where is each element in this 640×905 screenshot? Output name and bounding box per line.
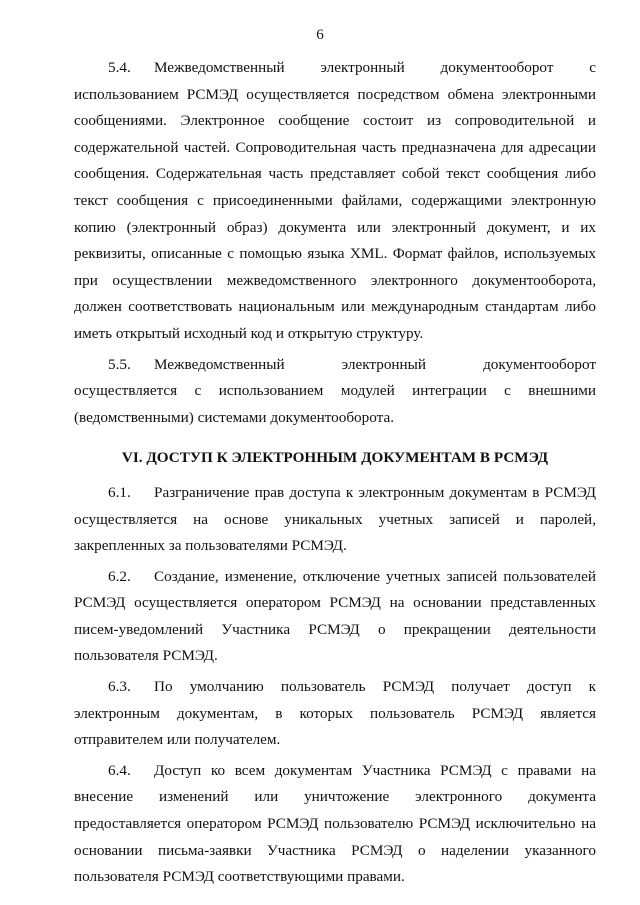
paragraph-text: Межведомственный электронный документооборот с использованием РСМЭД осуществляется посредством обмена электронными сообщениями. Электронное сообщение состоит из сопроводительной и содержательной частей. Сопроводительная часть предназначена для адресации сообщения. Содержательная часть представляет собой текст сообщения либо текст сообщения с присоединенными файлами, содержащими электронную копию (электронный образ) документа или электронный документ, и их реквизиты, описанные с помощью языка XML. Формат файлов, используемых при осуществлении межведомственного электронного документооборота, должен соответствовать национальным или международным стандартам либо иметь открытый исходный код и открытую структуру. <box>74 59 596 342</box>
paragraph-number: 6.1. <box>108 483 131 501</box>
paragraph-text: По умолчанию пользователь РСМЭД получает доступ к электронным документам, в которых пользователь РСМЭД является отправителем или получателем. <box>74 678 596 749</box>
section-heading: VI. ДОСТУП К ЭЛЕКТРОННЫМ ДОКУМЕНТАМ В РСМЭД <box>121 449 549 467</box>
paragraph-number: 6.2. <box>108 567 131 585</box>
paragraph-text: Межведомственный электронный документооборот осуществляется с использованием модулей интеграции с внешними (ведомственными) системами документооборота. <box>74 355 596 426</box>
paragraph-text: Разграничение прав доступа к электронным документам в РСМЭД осуществляется на основе уникальных учетных записей и паролей, закрепленных за пользователями РСМЭД. <box>74 483 596 555</box>
paragraph-5-4 <box>74 55 596 348</box>
paragraph-number: 5.5. <box>108 355 131 373</box>
paragraph-5-5 <box>74 352 596 432</box>
paragraph-number: 6.3. <box>108 678 131 696</box>
document-body <box>74 55 596 891</box>
paragraph-6-1 <box>74 480 596 560</box>
paragraph-number: 5.4. <box>108 59 131 76</box>
paragraph-6-4 <box>74 758 596 891</box>
page-number: 6 <box>316 27 324 43</box>
paragraph-text: Доступ ко всем документам Участника РСМЭД с правами на внесение изменений или уничтожение электронного документа предоставляется оператором РСМЭД пользователю РСМЭД исключительно на основании письма-заявки Участника РСМЭД о наделении указанного пользователя РСМЭД соответствующими правами. <box>74 761 596 886</box>
paragraph-6-2 <box>74 564 596 670</box>
paragraph-text: Создание, изменение, отключение учетных записей пользователей РСМЭД осуществляется оператором РСМЭД на основании представленных писем-уведомлений Участника РСМЭД о прекращении деятельности пользователя РСМЭД. <box>74 567 596 665</box>
paragraph-number: 6.4. <box>108 761 131 779</box>
paragraph-6-3 <box>74 674 596 754</box>
